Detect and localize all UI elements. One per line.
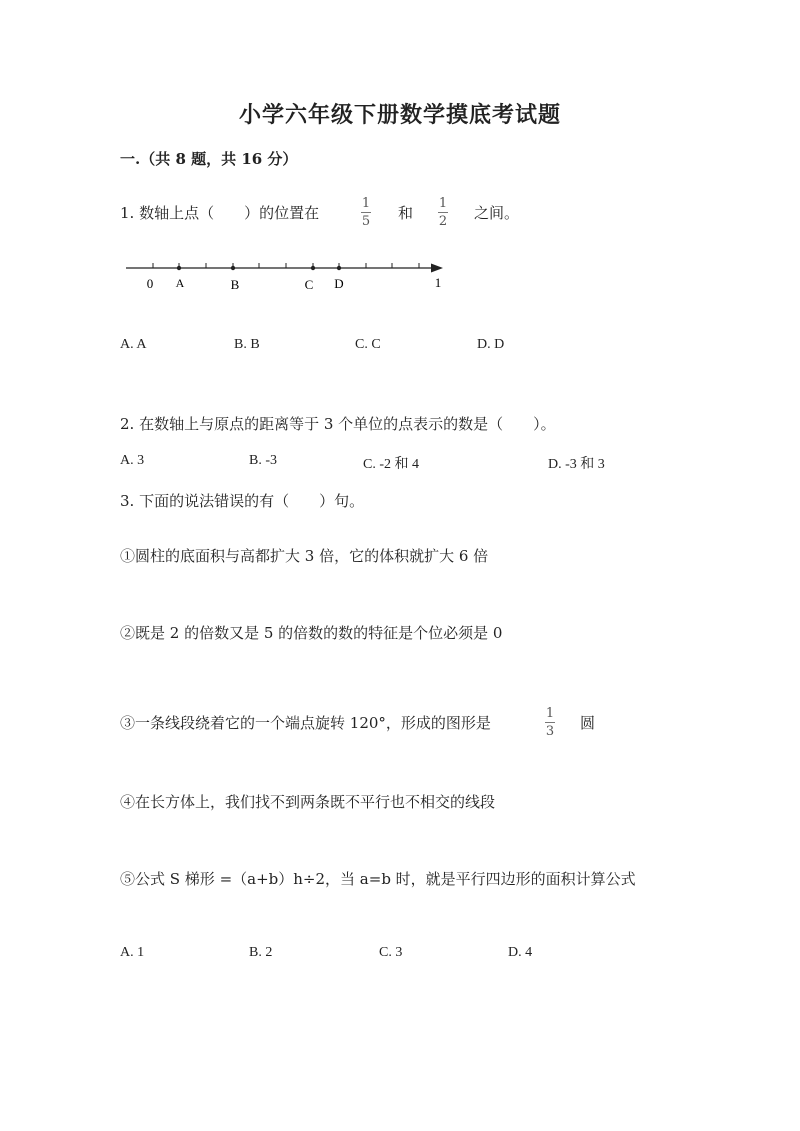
point-c-dot: [311, 266, 315, 270]
q3-fraction-numerator: 1: [545, 706, 555, 721]
q3-fraction-denominator: 3: [545, 724, 555, 739]
q3-statement-2: ②既是 2 的倍数又是 5 的倍数的数的特征是个位必须是 0: [120, 624, 503, 642]
label-zero: 0: [146, 276, 154, 291]
point-d-dot: [337, 266, 341, 270]
page-title: 小学六年级下册数学摸底考试题: [238, 102, 561, 128]
q1-text-a: 1. 数轴上点（ ）的位置在: [120, 204, 320, 222]
number-line-ticks: [153, 263, 419, 268]
q2-option-c[interactable]: C. -2 和 4: [363, 457, 419, 472]
label-one: 1: [434, 275, 442, 290]
q3-statement-5: ⑤公式 S 梯形 =（a+b）h÷2，当 a=b 时，就是平行四边形的面积计算公式: [120, 870, 636, 888]
label-d: D: [334, 276, 344, 291]
q3-fraction: [545, 706, 555, 739]
q1-fraction-1-numerator: 1: [361, 196, 371, 211]
q3-option-a[interactable]: A. 1: [120, 945, 145, 960]
label-a: A: [175, 276, 185, 290]
q1-fraction-2-numerator: 1: [438, 196, 448, 211]
label-c: C: [304, 277, 314, 292]
q1-option-b[interactable]: B. B: [234, 337, 260, 352]
number-line: [118, 255, 453, 295]
label-b: B: [230, 277, 240, 292]
q3-text: 3. 下面的说法错误的有（ ）句。: [120, 492, 365, 510]
q3-statement-3-text-a: ③一条线段绕着它的一个端点旋转 120°，形成的图形是: [120, 714, 491, 732]
fraction-bar: [545, 722, 555, 723]
q3-statement-3-text-b: 圆: [580, 714, 596, 732]
q1-fraction-1: [361, 196, 371, 229]
q1-fraction-2-denominator: 2: [438, 214, 448, 229]
q2-option-a[interactable]: A. 3: [120, 453, 145, 468]
q1-text-b: 和: [398, 204, 414, 222]
point-b-dot: [231, 266, 235, 270]
q1-option-a[interactable]: A. A: [120, 337, 147, 352]
fraction-bar: [438, 212, 448, 213]
q1-option-c[interactable]: C. C: [355, 337, 381, 352]
q2-text: 2. 在数轴上与原点的距离等于 3 个单位的点表示的数是（ ）。: [120, 415, 556, 433]
q3-option-b[interactable]: B. 2: [249, 945, 273, 960]
fraction-bar: [361, 212, 371, 213]
q1-text-c: 之间。: [474, 204, 520, 222]
q3-statement-1: ①圆柱的底面积与高都扩大 3 倍，它的体积就扩大 6 倍: [120, 547, 489, 565]
q3-statement-4: ④在长方体上，我们找不到两条既不平行也不相交的线段: [120, 793, 496, 811]
q1-option-d[interactable]: D. D: [477, 337, 505, 352]
q1-fraction-2: [438, 196, 448, 229]
section-heading: 一.（共 8 题，共 16 分）: [120, 150, 298, 168]
q2-option-b[interactable]: B. -3: [249, 453, 277, 468]
q3-option-c[interactable]: C. 3: [379, 945, 403, 960]
q2-option-d[interactable]: D. -3 和 3: [548, 457, 605, 472]
point-a-dot: [177, 266, 181, 270]
q3-option-d[interactable]: D. 4: [508, 945, 533, 960]
q1-fraction-1-denominator: 5: [361, 214, 371, 229]
number-line-arrow-icon: [431, 264, 443, 273]
